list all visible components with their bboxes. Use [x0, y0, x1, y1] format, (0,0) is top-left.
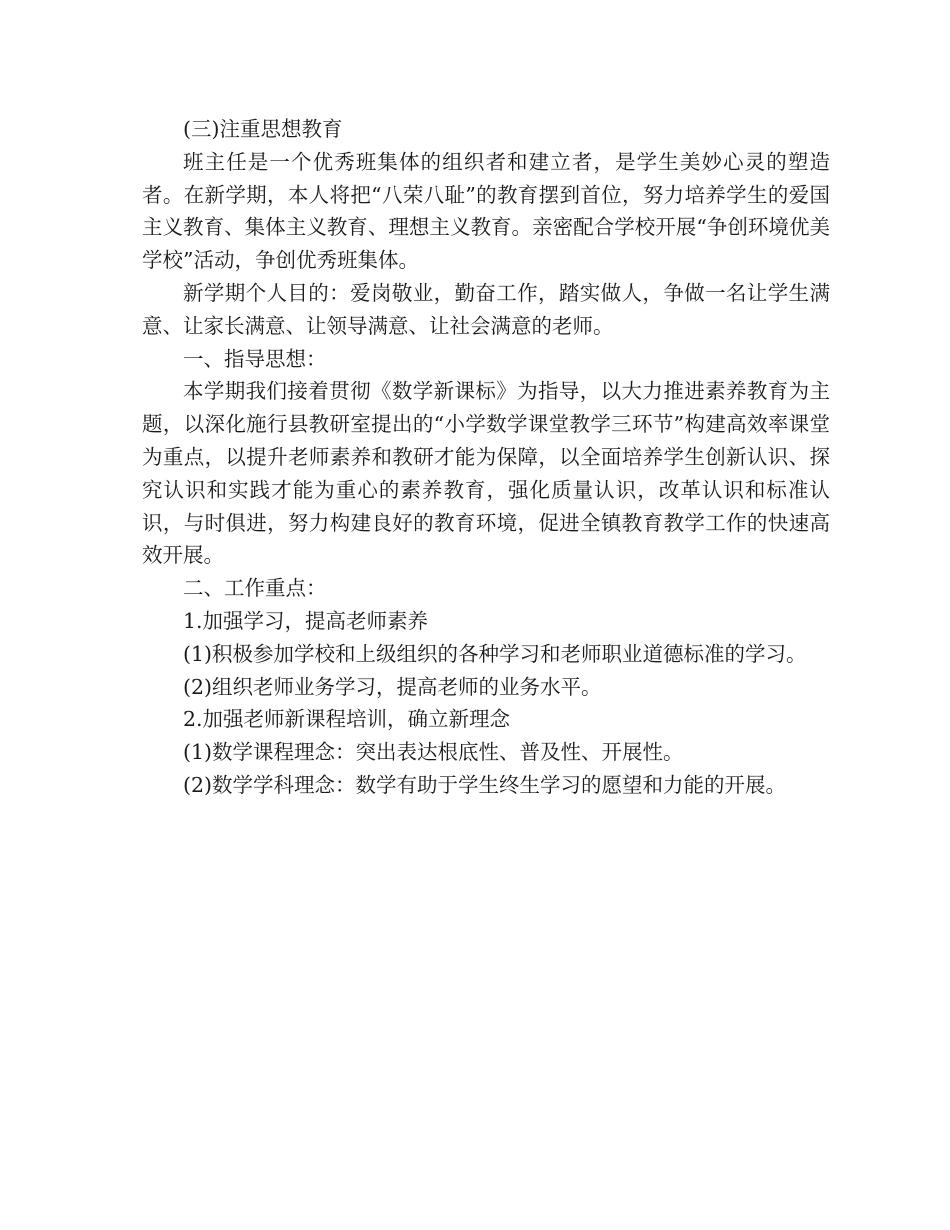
list-item-curriculum-concept: (1)数学课程理念：突出表达根底性、普及性、开展性。 — [183, 740, 684, 765]
section-heading-guiding-ideology: 一、指导思想： — [183, 346, 327, 371]
section-heading-ideological-education: (三)注重思想教育 — [183, 117, 343, 141]
paragraph-class-teacher-role: 班主任是一个优秀班集体的组织者和建立者，是学生美妙心灵的塑造者。在新学期，本人将把“八荣八耻”的教育摆到首位，努力培养学生的爱国主义教育、集体主义教育、理想主义教育。亲密配合学校开展“争创环境优美学校”活动，争创优秀班集体。 — [142, 149, 830, 273]
document-body — [142, 113, 830, 802]
paragraph-guiding-ideology: 本学期我们接着贯彻《数学新课标》为指导，以大力推进素养教育为主题，以深化施行县教研室提出的“小学数学课堂教学三环节”构建高效率课堂为重点，以提升老师素养和教研才能为保障，以全面培养学生创新认识、探究认识和实践才能为重心的素养教育，强化质量认识，改革认识和标准认识，与时俱进，努力构建良好的教育环境，促进全镇教育教学工作的快速高效开展。 — [142, 379, 830, 568]
list-heading-strengthen-learning: 1.加强学习，提高老师素养 — [183, 608, 429, 633]
list-item-participate-learning: (1)积极参加学校和上级组织的各种学习和老师职业道德标准的学习。 — [183, 641, 807, 666]
list-item-organize-study: (2)组织老师业务学习，提高老师的业务水平。 — [183, 674, 602, 699]
list-heading-curriculum-training: 2.加强老师新课程培训，确立新理念 — [183, 707, 511, 732]
paragraph-personal-goal: 新学期个人目的：爱岗敬业，勤奋工作，踏实做人，争做一名让学生满意、让家长满意、让领导满意、让社会满意的老师。 — [142, 280, 830, 338]
section-heading-work-focus: 二、工作重点： — [183, 576, 327, 601]
list-item-subject-concept: (2)数学学科理念：数学有助于学生终生学习的愿望和力能的开展。 — [183, 772, 787, 797]
